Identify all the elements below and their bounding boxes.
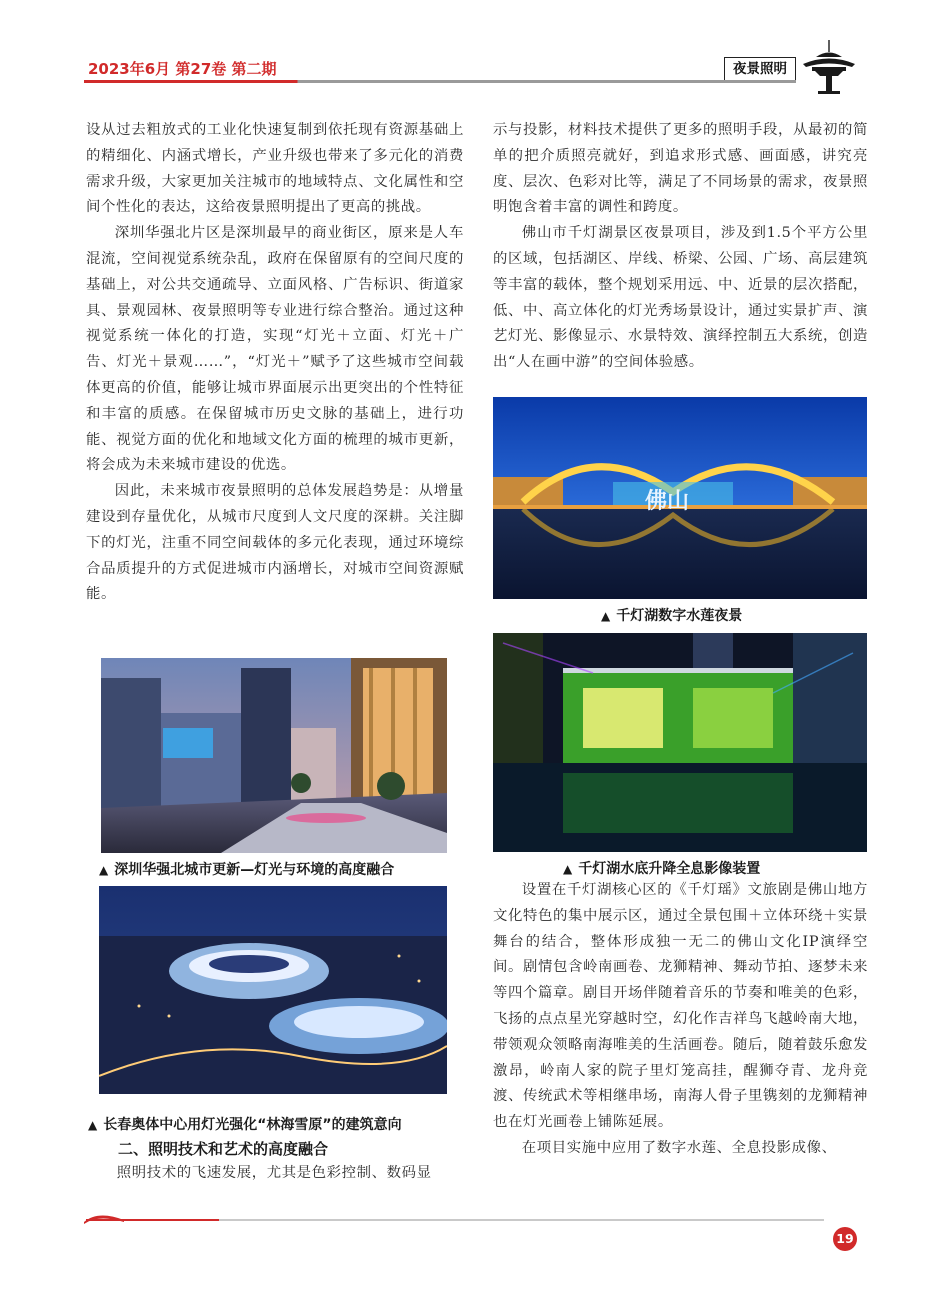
footer-rule — [86, 1219, 824, 1221]
right-column-bottom — [493, 878, 868, 1162]
paragraph: 在项目实施中应用了数字水莲、全息投影成像、 — [521, 1139, 837, 1156]
section-label: 夜景照明 — [724, 57, 796, 81]
figure-caption: ▲ 千灯湖数字水莲夜景 — [601, 608, 743, 624]
figure-caption: ▲ 长春奥体中心用灯光强化“林海雪原”的建筑意向 — [88, 1117, 402, 1133]
paragraph: 照明技术的飞速发展，尤其是色彩控制、数码显 — [116, 1165, 432, 1181]
foshan-sign: 佛山 — [645, 488, 690, 514]
paragraph: 深圳华强北片区是深圳最早的商业街区，原来是人车混流，空间视觉系统杂乱，政府在保留原有的空间尺度的基础上，对公共交通疏导、立面风格、广告标识、街道家具、景观园林、夜景照明等专业进行综合整治。通过这种视觉系统一体化的打造，实现“灯光＋立面、灯光＋广告、灯光＋景观……”，“灯光＋”赋予了这些城市空间载体更高的价值，能够让城市界面展示出更突出的个性特征和丰富的质感。在保留城市历史文脉的基础上，进行功能、视觉方面的优化和地域文化方面的梳理的城市更新，将会成为未来城市建设的优选。 — [86, 225, 464, 474]
triangle-up-icon: ▲ — [99, 863, 109, 877]
tower-icon — [802, 40, 856, 98]
footer-swoosh-icon — [84, 1210, 124, 1224]
olympic-center-photo — [99, 886, 447, 1094]
right-column — [493, 118, 868, 376]
paragraph: 佛山市千灯湖景区夜景项目，涉及到1.5个平方公里的区域，包括湖区、岸线、桥梁、公园、广场、高层建筑等丰富的载体，整个规划采用远、中、近景的层次搭配，低、中、高立体化的灯光秀场景设计，通过实景扩声、演艺灯光、影像显示、水景特效、演绎控制五大系统，创造出“人在画中游”的空间体验感。 — [493, 225, 868, 371]
header-rule — [84, 80, 796, 83]
paragraph: 因此，未来城市夜景照明的总体发展趋势是：从增量建设到存量优化，从城市尺度到人文尺度的深耕。关注脚下的灯光，注重不同空间载体的多元化表现，通过环境综合品质提升的方式促进城市内涵增长，对城市空间资源赋能。 — [86, 483, 464, 603]
section-heading: 二、照明技术和艺术的高度融合 — [118, 1140, 329, 1158]
left-column — [86, 118, 464, 608]
paragraph: 设置在千灯湖核心区的《千灯瑶》文旅剧是佛山地方文化特色的集中展示区，通过全景包围＋立体环绕＋实景舞台的结合，整体形成独一无二的佛山文化IP演绎空间。剧情包含岭南画卷、龙狮精神、舞动节拍、逐梦未来等四个篇章。剧目开场伴随着音乐的节奏和唯美的色彩，飞扬的点点星光穿越时空，幻化作吉祥鸟飞越岭南大地，带领观众领略南海唯美的生活画卷。随后，随着鼓乐愈发激昂，岭南人家的院子里灯笼高挂，醒狮夺青、龙舟竞渡、传统武术等相继串场，南海人骨子里镌刻的龙狮精神也在灯光画卷上铺陈延展。 — [493, 882, 868, 1131]
figure-caption: ▲ 深圳华强北城市更新—灯光与环境的高度融合 — [99, 862, 395, 878]
paragraph: 设从过去粗放式的工业化快速复制到依托现有资源基础上的精细化、内涵式增长，产业升级也带来了多元化的消费需求升级，大家更加关注城市的地域特点、文化属性和空间个性化的表达，这给夜景照明提出了更高的挑战。 — [86, 122, 464, 216]
triangle-up-icon: ▲ — [563, 862, 573, 876]
triangle-up-icon: ▲ — [88, 1118, 98, 1132]
huaqiangbei-photo — [101, 658, 447, 853]
issue-label: 2023年6月 第27卷 第二期 — [88, 60, 277, 78]
hologram-photo — [493, 633, 867, 852]
left-column-bottom — [88, 1161, 464, 1187]
triangle-up-icon: ▲ — [601, 609, 611, 623]
paragraph: 示与投影，材料技术提供了更多的照明手段，从最初的简单的把介质照亮就好，到追求形式感、画面感，讲究亮度、层次、色彩对比等，满足了不同场景的需求，夜景照明饱含着丰富的调性和跨度。 — [493, 122, 868, 216]
page-number: 19 — [833, 1227, 857, 1251]
figure-caption: ▲ 千灯湖水底升降全息影像装置 — [563, 861, 761, 877]
